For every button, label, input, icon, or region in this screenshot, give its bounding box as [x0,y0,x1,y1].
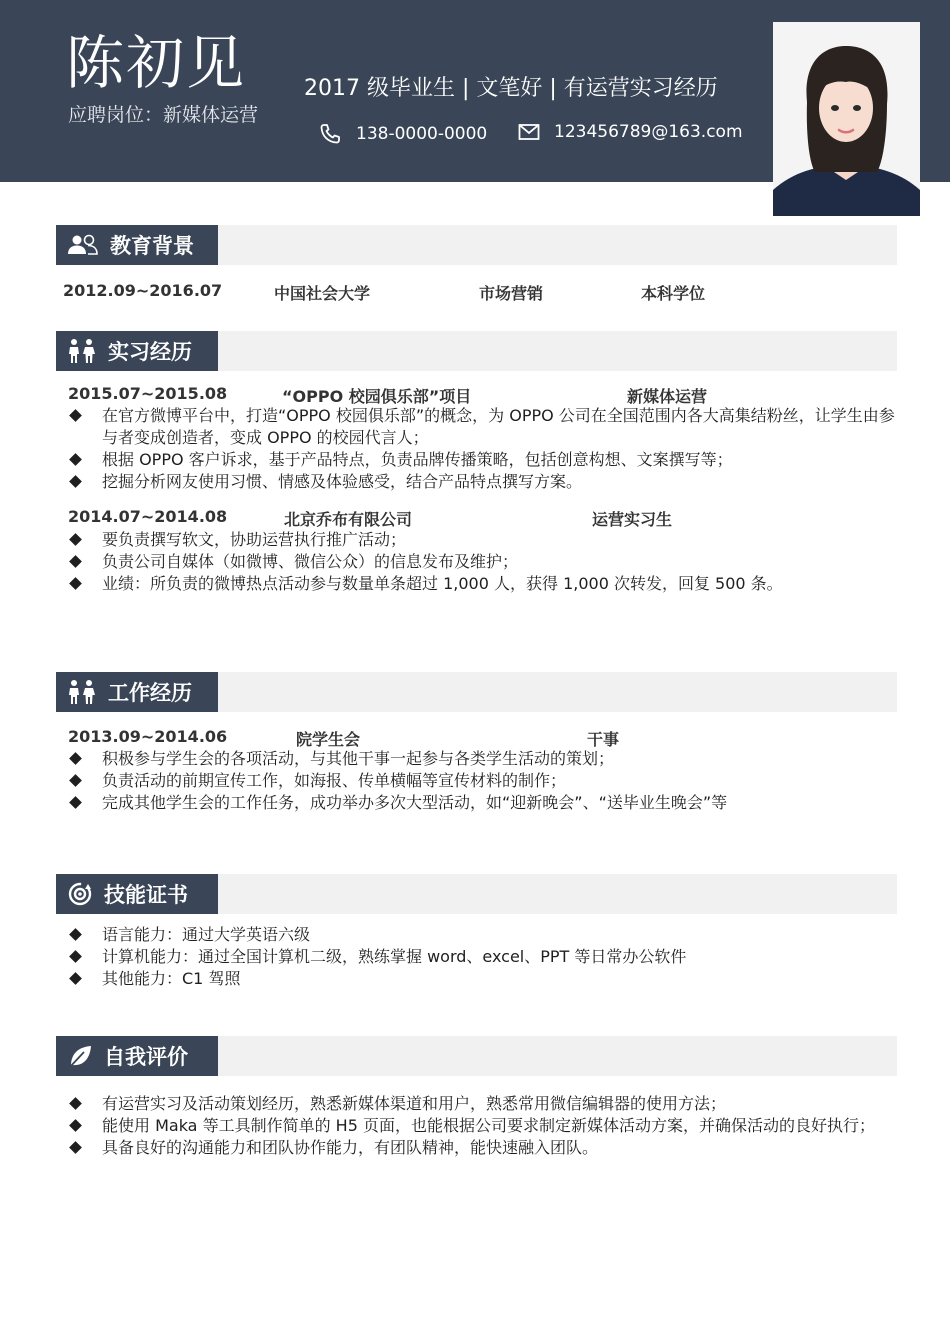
people-icon [66,233,100,257]
self-section-tab [56,1036,218,1076]
phone-number: 138-0000-0000 [356,124,488,144]
skills-section-tab [56,874,218,914]
email-address: 123456789@163.com [554,122,743,142]
skills-section-bar [56,874,897,914]
education-period: 2012.09~2016.07 [63,281,223,300]
internship-2-org: 北京乔布有限公司 [284,510,413,529]
education-section-bar [56,225,897,265]
education-school: 中国社会大学 [274,284,371,303]
self-title: 自我评价 [104,1045,188,1069]
self-section-bar [56,1036,897,1076]
internship-2-role: 运营实习生 [592,510,673,529]
internship-1-org: “OPPO 校园俱乐部”项目 [282,387,472,406]
education-major: 市场营销 [479,284,544,303]
skills-title: 技能证书 [104,883,188,907]
list-item: 有运营实习及活动策划经历，熟悉新媒体渠道和用户，熟悉常用微信编辑器的使用方法； [68,1093,898,1115]
work-section-bar [56,672,897,712]
skills-bullets [68,924,898,990]
list-item: 挖掘分析网友使用习惯、情感及体验感受，结合产品特点撰写方案。 [68,471,898,493]
list-item: 能使用 Maka 等工具制作简单的 H5 页面，也能根据公司要求制定新媒体活动方案，并确保活动的良好执行； [68,1115,898,1137]
internship-1-role: 新媒体运营 [627,387,708,406]
internship-title: 实习经历 [108,340,192,364]
list-item: 根据 OPPO 客户诉求，基于产品特点，负责品牌传播策略，包括创意构想、文案撰写等； [68,449,898,471]
list-item: 负责活动的前期宣传工作，如海报、传单横幅等宣传材料的制作； [68,770,898,792]
list-item: 业绩：所负责的微博热点活动参与数量单条超过 1,000 人，获得 1,000 次转发，回复 500 条。 [68,573,898,595]
list-item: 积极参与学生会的各项活动，与其他干事一起参与各类学生活动的策划； [68,748,898,770]
work-org: 院学生会 [296,730,361,749]
work-bullets [68,748,898,814]
internship-1-bullets [68,405,898,493]
list-item: 完成其他学生会的工作任务，成功举办多次大型活动，如“迎新晚会”、“送毕业生晚会”等 [68,792,898,814]
email-contact [518,122,743,142]
job-position: 应聘岗位：新媒体运营 [68,104,259,126]
list-item: 计算机能力：通过全国计算机二级，熟练掌握 word、excel、PPT 等日常办公软件 [68,946,898,968]
list-item: 负责公司自媒体（如微博、微信公众）的信息发布及维护； [68,551,898,573]
phone-icon [318,122,342,146]
education-section-tab [56,225,218,265]
work-section-tab [56,672,218,712]
internship-2-bullets [68,529,898,595]
education-degree: 本科学位 [641,284,706,303]
internship-2-period: 2014.07~2014.08 [68,507,228,526]
list-item: 要负责撰写软文，协助运营执行推广活动； [68,529,898,551]
walking-people-icon [66,679,98,705]
list-item: 语言能力：通过大学英语六级 [68,924,898,946]
work-role: 干事 [587,730,620,749]
candidate-name: 陈初见 [66,29,247,97]
tagline: 2017 级毕业生 | 文笔好 | 有运营实习经历 [304,76,718,101]
work-title: 工作经历 [108,681,192,705]
leaf-icon [66,1042,94,1070]
list-item: 其他能力：C1 驾照 [68,968,898,990]
gear-cycle-icon [66,880,94,908]
list-item: 在官方微博平台中，打造“OPPO 校园俱乐部”的概念，为 OPPO 公司在全国范围内各大高集结粉丝，让学生由参与者变成创造者，变成 OPPO 的校园代言人； [68,405,898,449]
envelope-icon [518,123,540,141]
self-bullets [68,1093,898,1159]
list-item: 具备良好的沟通能力和团队协作能力，有团队精神，能快速融入团队。 [68,1137,898,1159]
internship-section-bar [56,331,897,371]
walking-people-icon [66,338,98,364]
internship-section-tab [56,331,218,371]
phone-contact [318,122,487,146]
internship-1-period: 2015.07~2015.08 [68,384,228,403]
work-period: 2013.09~2014.06 [68,727,228,746]
education-title: 教育背景 [110,234,194,258]
profile-photo [773,22,920,216]
